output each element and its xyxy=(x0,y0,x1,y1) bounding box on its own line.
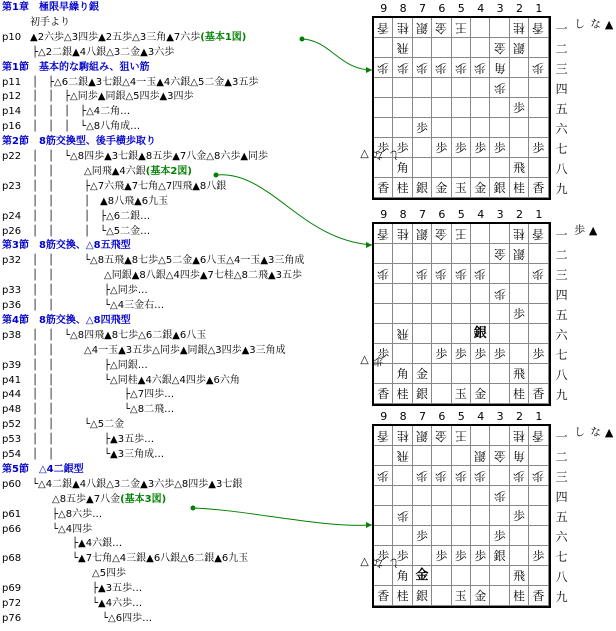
shogi-piece: 歩 xyxy=(474,267,487,281)
row-number: 三 xyxy=(555,268,568,282)
page-number: p52 xyxy=(2,419,22,431)
shogi-piece: 金 xyxy=(493,247,506,261)
shogi-piece: 飛 xyxy=(396,41,409,55)
shogi-piece: 歩 xyxy=(396,549,409,563)
shogi-piece: 桂 xyxy=(512,387,525,401)
shogi-piece: 歩 xyxy=(532,141,545,155)
move-text: 第1節 基本的な駒組み、狙い筋 xyxy=(2,61,150,73)
page-number: p66 xyxy=(2,523,22,535)
shogi-piece: 銀 xyxy=(512,247,525,261)
shogi-piece: 金 xyxy=(435,21,448,35)
page-number: p39 xyxy=(2,359,22,371)
shogi-piece: 香 xyxy=(377,181,390,195)
arrow-dot-2 xyxy=(214,173,219,178)
row-number: 九 xyxy=(555,388,568,402)
move-text: │ │ ├△同銀… xyxy=(32,359,148,371)
column-number: 6 xyxy=(438,2,446,15)
column-number: 4 xyxy=(477,410,485,423)
shogi-piece: 銀 xyxy=(473,326,487,341)
move-text: │ │ └△同桂▲4六銀△4四歩▲6六角 xyxy=(32,374,240,386)
move-text: │ │ └▲3三角成… xyxy=(32,449,165,460)
row-number: 一 xyxy=(555,430,568,444)
shogi-piece: 桂 xyxy=(396,387,409,401)
move-text: │ │ ├△7六飛▲7七角△7四飛▲8八銀 xyxy=(32,180,227,192)
row-number: 六 xyxy=(555,530,568,544)
shogi-piece: 金 xyxy=(435,181,448,195)
shogi-piece: 歩 xyxy=(532,549,545,563)
shogi-piece: 玉 xyxy=(454,181,467,195)
column-number: 9 xyxy=(380,208,388,221)
shogi-piece: 歩 xyxy=(435,61,448,75)
page-number: p24 xyxy=(2,210,22,222)
shogi-piece: 玉 xyxy=(454,387,467,401)
page-number: p16 xyxy=(2,121,22,133)
move-text: │ │ └△8四歩▲3七銀▲8五歩▲7八金△8六歩▲同歩 xyxy=(32,151,269,162)
move-text: │ │ │ └△5二金… xyxy=(32,225,151,237)
column-number: 3 xyxy=(496,208,504,221)
shogi-piece: 飛 xyxy=(396,327,409,341)
shogi-piece: 歩 xyxy=(512,307,525,321)
page-number: p23 xyxy=(2,180,22,192)
shogi-piece: 歩 xyxy=(512,101,525,115)
shogi-piece: 角 xyxy=(493,61,506,75)
page-number: p36 xyxy=(2,300,22,311)
shogi-piece: 歩 xyxy=(435,347,448,361)
shogi-piece: 歩 xyxy=(474,469,487,483)
column-number: 2 xyxy=(515,410,523,423)
arrowhead-3 xyxy=(366,522,372,528)
shogi-piece: 歩 xyxy=(415,529,428,543)
shogi-piece: 歩 xyxy=(377,347,390,361)
arrow-dot-1 xyxy=(300,37,305,42)
move-text: │ │ │ ├△6二銀… xyxy=(32,210,151,222)
shogi-piece: 香 xyxy=(532,429,545,443)
row-number: 七 xyxy=(555,142,568,156)
shogi-piece: 歩 xyxy=(474,549,487,563)
column-number: 4 xyxy=(477,2,485,15)
shogi-piece: 桂 xyxy=(512,181,525,195)
page-number: p53 xyxy=(2,434,22,446)
row-number: 九 xyxy=(555,590,568,604)
column-number: 8 xyxy=(399,208,407,221)
row-number: 四 xyxy=(555,82,568,96)
sente-hand: ▲なし xyxy=(572,426,616,439)
column-number: 4 xyxy=(477,208,485,221)
page-number: p61 xyxy=(2,508,22,520)
diagram-reference: (基本2図) xyxy=(145,165,192,177)
shogi-piece: 金 xyxy=(474,589,487,603)
shogi-piece: 歩 xyxy=(474,141,487,155)
row-number: 一 xyxy=(555,22,568,36)
shogi-piece: 玉 xyxy=(454,589,467,603)
shogi-piece: 角 xyxy=(396,161,409,175)
move-text: ├▲4六銀… xyxy=(32,538,123,550)
shogi-piece: 歩 xyxy=(415,469,428,483)
shogi-piece: 王 xyxy=(454,227,467,241)
shogi-piece: 歩 xyxy=(532,61,545,75)
shogi-piece: 金 xyxy=(435,227,448,241)
column-number: 7 xyxy=(418,2,426,15)
shogi-piece: 桂 xyxy=(512,429,525,443)
shogi-piece: 金 xyxy=(415,568,429,583)
row-number: 六 xyxy=(555,122,568,136)
page-number: p10 xyxy=(2,31,22,43)
page-number: p69 xyxy=(2,583,22,595)
column-number: 5 xyxy=(457,410,465,423)
row-number: 八 xyxy=(555,368,568,382)
shogi-piece: 香 xyxy=(532,387,545,401)
shogi-piece: 歩 xyxy=(512,509,525,523)
move-text: │ ├△6二銀▲3七銀△4一玉▲4六銀△5二金▲3五歩 xyxy=(32,76,259,88)
shogi-piece: 桂 xyxy=(396,21,409,35)
shogi-piece: 歩 xyxy=(493,81,506,95)
shogi-piece: 王 xyxy=(454,21,467,35)
shogi-piece: 香 xyxy=(532,589,545,603)
shogi-piece: 歩 xyxy=(474,61,487,75)
column-number: 9 xyxy=(380,2,388,15)
shogi-piece: 飛 xyxy=(396,449,409,463)
page-number: p11 xyxy=(2,76,22,88)
move-text: 第3節 8筋交換、△8五飛型 xyxy=(2,240,131,252)
move-text: ├△2二銀▲4八銀△3二金▲3六歩 xyxy=(32,46,175,58)
shogi-piece: 銀 xyxy=(415,227,428,241)
move-text: │ │ │ └△8八角成… xyxy=(32,121,141,133)
shogi-piece: 歩 xyxy=(454,141,467,155)
shogi-piece: 桂 xyxy=(396,589,409,603)
shogi-piece: 銀 xyxy=(415,21,428,35)
row-number: 五 xyxy=(555,308,568,322)
shogi-piece: 王 xyxy=(454,429,467,443)
row-number: 一 xyxy=(555,228,568,242)
move-text: │ │ ├▲3五歩… xyxy=(32,434,155,446)
page-number: p14 xyxy=(2,106,22,118)
move-text: 第2節 8筋交換型、後手横歩取り xyxy=(2,136,156,148)
page-number: p26 xyxy=(2,225,22,237)
shogi-piece: 歩 xyxy=(377,141,390,155)
shogi-piece: 香 xyxy=(532,227,545,241)
shogi-piece: 飛 xyxy=(512,569,525,583)
row-number: 二 xyxy=(555,248,568,262)
arrow-to-diagram-3 xyxy=(193,508,372,525)
move-text: └▲7七角△4三銀▲6八銀△6二銀▲6九玉 xyxy=(32,553,249,565)
shogi-piece: 歩 xyxy=(493,529,506,543)
shogi-piece: 角 xyxy=(396,569,409,583)
move-text: │ │ │ ├△4二角… xyxy=(32,106,131,118)
row-number: 二 xyxy=(555,42,568,56)
shogi-piece: 香 xyxy=(532,181,545,195)
move-text: 初手より xyxy=(30,16,70,28)
arrowhead-1 xyxy=(366,67,372,73)
shogi-piece: 歩 xyxy=(532,267,545,281)
move-text: │ │ △4一玉▲3五歩△同歩▲同銀△3四歩▲3三角成 xyxy=(32,344,286,356)
shogi-piece: 金 xyxy=(493,449,506,463)
shogi-piece: 桂 xyxy=(512,589,525,603)
page-number: p60 xyxy=(2,478,22,490)
shogi-piece: 桂 xyxy=(512,227,525,241)
shogi-piece: 歩 xyxy=(415,267,428,281)
move-text: └▲4六歩… xyxy=(32,598,143,609)
move-text: △5四歩 xyxy=(32,568,127,580)
shogi-piece: 歩 xyxy=(377,267,390,281)
move-text: ├▲3五歩… xyxy=(32,583,143,595)
move-text: 第1章 極限早繰り銀 xyxy=(2,2,99,13)
column-number: 3 xyxy=(496,2,504,15)
row-number: 六 xyxy=(555,328,568,342)
shogi-piece: 歩 xyxy=(435,267,448,281)
shogi-piece: 香 xyxy=(377,589,390,603)
column-number: 1 xyxy=(535,2,543,15)
shogi-piece: 金 xyxy=(415,367,428,381)
shogi-piece: 香 xyxy=(377,21,390,35)
page-number: p22 xyxy=(2,151,22,162)
column-number: 2 xyxy=(515,2,523,15)
page-number: p72 xyxy=(2,598,22,609)
sente-hand: ▲歩 xyxy=(572,224,600,237)
row-number: 七 xyxy=(555,348,568,362)
shogi-piece: 歩 xyxy=(396,61,409,75)
shogi-piece: 金 xyxy=(474,181,487,195)
column-number: 6 xyxy=(438,208,446,221)
row-number: 七 xyxy=(555,550,568,564)
sente-hand: ▲なし xyxy=(572,18,616,31)
shogi-piece: 歩 xyxy=(377,549,390,563)
shogi-piece: 歩 xyxy=(512,469,525,483)
shogi-piece: 香 xyxy=(377,387,390,401)
shogi-piece: 銀 xyxy=(415,181,428,195)
shogi-piece: 歩 xyxy=(377,61,390,75)
move-text: │ │ └△8四飛▲8七歩△6二銀▲6八玉 xyxy=(32,329,207,341)
column-number: 5 xyxy=(457,2,465,15)
diagram-reference: (基本1図) xyxy=(200,31,247,43)
shogi-piece: 歩 xyxy=(396,509,409,523)
column-number: 6 xyxy=(438,410,446,423)
move-text: └△4四歩 xyxy=(32,523,93,535)
shogi-piece: 歩 xyxy=(454,347,467,361)
shogi-piece: 歩 xyxy=(493,141,506,155)
shogi-piece: 銀 xyxy=(474,449,487,463)
page-number: p38 xyxy=(2,329,22,341)
shogi-piece: 歩 xyxy=(454,61,467,75)
shogi-piece: 飛 xyxy=(512,367,525,381)
column-number: 3 xyxy=(496,410,504,423)
shogi-piece: 桂 xyxy=(512,21,525,35)
shogi-piece: 香 xyxy=(532,21,545,35)
shogi-piece: 歩 xyxy=(435,469,448,483)
shogi-piece: 角 xyxy=(396,367,409,381)
row-number: 九 xyxy=(555,182,568,196)
page-number: p41 xyxy=(2,374,22,386)
page-number: p48 xyxy=(2,404,22,416)
row-number: 四 xyxy=(555,288,568,302)
shogi-piece: 歩 xyxy=(474,347,487,361)
shogi-piece: 銀 xyxy=(493,549,506,563)
shogi-piece: 桂 xyxy=(396,181,409,195)
page-number: p32 xyxy=(2,255,22,267)
shogi-piece: 歩 xyxy=(415,121,428,135)
shogi-piece: 歩 xyxy=(493,287,506,301)
move-text: │ │ └△5二金 xyxy=(32,419,125,431)
column-number: 5 xyxy=(457,208,465,221)
move-text: │ │ └△8五飛▲8七歩△5二金▲6八玉△4一玉▲3三角成 xyxy=(32,255,305,267)
move-text: ▲2六歩△3四歩▲2五歩△3三角▲7六歩 xyxy=(30,31,201,43)
arrowhead-2 xyxy=(366,242,372,248)
shogi-piece: 金 xyxy=(474,387,487,401)
page-number: p12 xyxy=(2,91,22,103)
shogi-piece: 歩 xyxy=(454,549,467,563)
shogi-piece: 歩 xyxy=(493,489,506,503)
shogi-piece: 金 xyxy=(435,429,448,443)
move-text: 第5節 △4二銀型 xyxy=(2,463,84,475)
move-text: └△6四歩… xyxy=(32,612,153,624)
shogi-piece: 角 xyxy=(512,449,525,463)
move-text: │ │ │ ▲8八飛▲6九玉 xyxy=(32,195,169,207)
row-number: 八 xyxy=(555,162,568,176)
page-number: p54 xyxy=(2,449,22,460)
column-number: 8 xyxy=(399,410,407,423)
diagram-reference: (基本3図) xyxy=(120,493,167,505)
shogi-piece: 歩 xyxy=(435,549,448,563)
move-text: △8五歩▲7八金 xyxy=(32,493,121,505)
row-number: 三 xyxy=(555,470,568,484)
page-number: p76 xyxy=(2,612,22,624)
page-number: p44 xyxy=(2,389,22,401)
shogi-piece: 歩 xyxy=(532,347,545,361)
page-number: p33 xyxy=(2,285,22,297)
shogi-piece: 銀 xyxy=(415,429,428,443)
row-number: 三 xyxy=(555,62,568,76)
row-number: 五 xyxy=(555,510,568,524)
shogi-piece: 歩 xyxy=(454,469,467,483)
shogi-piece: 香 xyxy=(377,429,390,443)
move-text: 第4節 8筋交換、△8四飛型 xyxy=(2,314,131,326)
column-number: 7 xyxy=(418,208,426,221)
arrow-dot-3 xyxy=(191,506,196,511)
column-number: 7 xyxy=(418,410,426,423)
move-text: ├△8六歩… xyxy=(32,508,103,520)
row-number: 四 xyxy=(555,490,568,504)
shogi-piece: 桂 xyxy=(396,227,409,241)
shogi-piece: 歩 xyxy=(396,141,409,155)
shogi-piece: 香 xyxy=(377,227,390,241)
shogi-piece: 歩 xyxy=(435,141,448,155)
gote-hand: ▽なし xyxy=(358,148,401,161)
gote-hand: ▽なし xyxy=(358,556,401,569)
row-number: 二 xyxy=(555,450,568,464)
move-text: │ │ △同銀▲8八銀△4四歩▲7七桂△8二飛▲3五歩 xyxy=(32,270,302,282)
shogi-piece: 桂 xyxy=(396,429,409,443)
shogi-piece: 歩 xyxy=(377,469,390,483)
column-number: 1 xyxy=(535,410,543,423)
shogi-piece: 銀 xyxy=(512,41,525,55)
shogi-piece: 銀 xyxy=(493,181,506,195)
move-text: └△4二銀▲4八銀△3二金▲3六歩△8四歩▲3七銀 xyxy=(32,478,243,490)
move-text: │ │ ├△同歩▲同銀△5四歩▲3四歩 xyxy=(32,91,194,103)
arrow-to-diagram-2 xyxy=(216,175,372,245)
column-number: 2 xyxy=(515,208,523,221)
move-text: │ │ └△8二飛… xyxy=(32,404,175,416)
column-number: 1 xyxy=(535,208,543,221)
column-number: 8 xyxy=(399,2,407,15)
page-number: p68 xyxy=(2,553,22,565)
move-text: │ │ ├△7四歩… xyxy=(32,389,175,401)
arrow-to-diagram-1 xyxy=(302,39,372,70)
row-number: 五 xyxy=(555,102,568,116)
shogi-piece: 歩 xyxy=(493,347,506,361)
move-text: │ │ └△4三金右… xyxy=(32,300,165,311)
shogi-piece: 金 xyxy=(493,41,506,55)
gote-hand: ▽歩 xyxy=(358,354,385,367)
row-number: 八 xyxy=(555,570,568,584)
shogi-piece: 歩 xyxy=(454,267,467,281)
shogi-piece: 歩 xyxy=(415,61,428,75)
move-text: │ │ ├△同歩… xyxy=(32,285,148,297)
column-number: 9 xyxy=(380,410,388,423)
shogi-piece: 歩 xyxy=(532,469,545,483)
move-text: │ │ △同飛▲4六銀 xyxy=(32,165,146,177)
shogi-piece: 飛 xyxy=(512,161,525,175)
shogi-piece: 銀 xyxy=(415,589,428,603)
shogi-piece: 銀 xyxy=(415,387,428,401)
